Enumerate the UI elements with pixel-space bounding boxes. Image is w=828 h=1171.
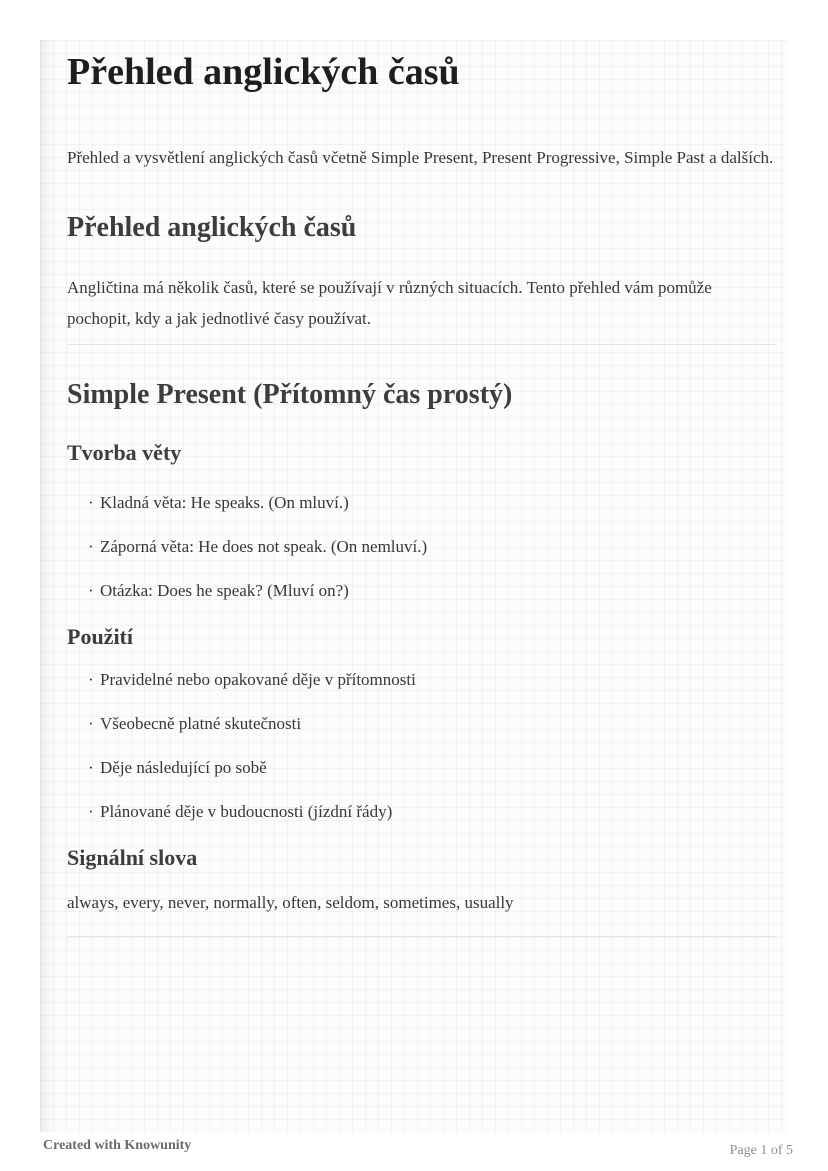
simple-present-heading: Simple Present (Přítomný čas prostý) bbox=[67, 379, 513, 410]
list-item: · Pravidelné nebo opakované děje v přítomnosti bbox=[88, 667, 777, 693]
intro-paragraph: Přehled a vysvětlení anglických časů včetně Simple Present, Present Progressive, Simple Past a dalších. bbox=[67, 148, 774, 167]
footer-branding: Created with Knowunity bbox=[43, 1138, 192, 1153]
footer-page-number: Page 1 of 5 bbox=[729, 1143, 793, 1158]
overview-paragraph: Angličtina má několik časů, které se používají v různých situacích. Tento přehled vám pomůže pochopit, kdy a jak jednotlivé časy používat. bbox=[67, 278, 712, 328]
list-item: · Děje následující po sobě bbox=[88, 755, 777, 781]
list-item: · Všeobecně platné skutečnosti bbox=[88, 711, 777, 737]
document-title: Přehled anglických časů bbox=[67, 51, 460, 93]
section-divider bbox=[67, 936, 777, 937]
list-item: · Plánované děje v budoucnosti (jízdní řády) bbox=[88, 799, 777, 825]
graph-paper-sheet bbox=[40, 40, 788, 1132]
signal-words-heading: Signální slova bbox=[67, 845, 198, 870]
list-item: · Kladná věta: He speaks. (On mluví.) bbox=[88, 490, 777, 516]
sentence-formation-heading: Tvorba věty bbox=[67, 440, 182, 465]
signal-words-text: always, every, never, normally, often, seldom, sometimes, usually bbox=[67, 893, 514, 912]
usage-heading: Použití bbox=[67, 624, 133, 649]
sentence-formation-list bbox=[67, 490, 777, 604]
list-item: · Otázka: Does he speak? (Mluví on?) bbox=[88, 578, 777, 604]
usage-list bbox=[67, 667, 777, 825]
overview-heading: Přehled anglických časů bbox=[67, 212, 357, 243]
list-item: · Záporná věta: He does not speak. (On nemluví.) bbox=[88, 534, 777, 560]
section-divider bbox=[67, 344, 777, 345]
